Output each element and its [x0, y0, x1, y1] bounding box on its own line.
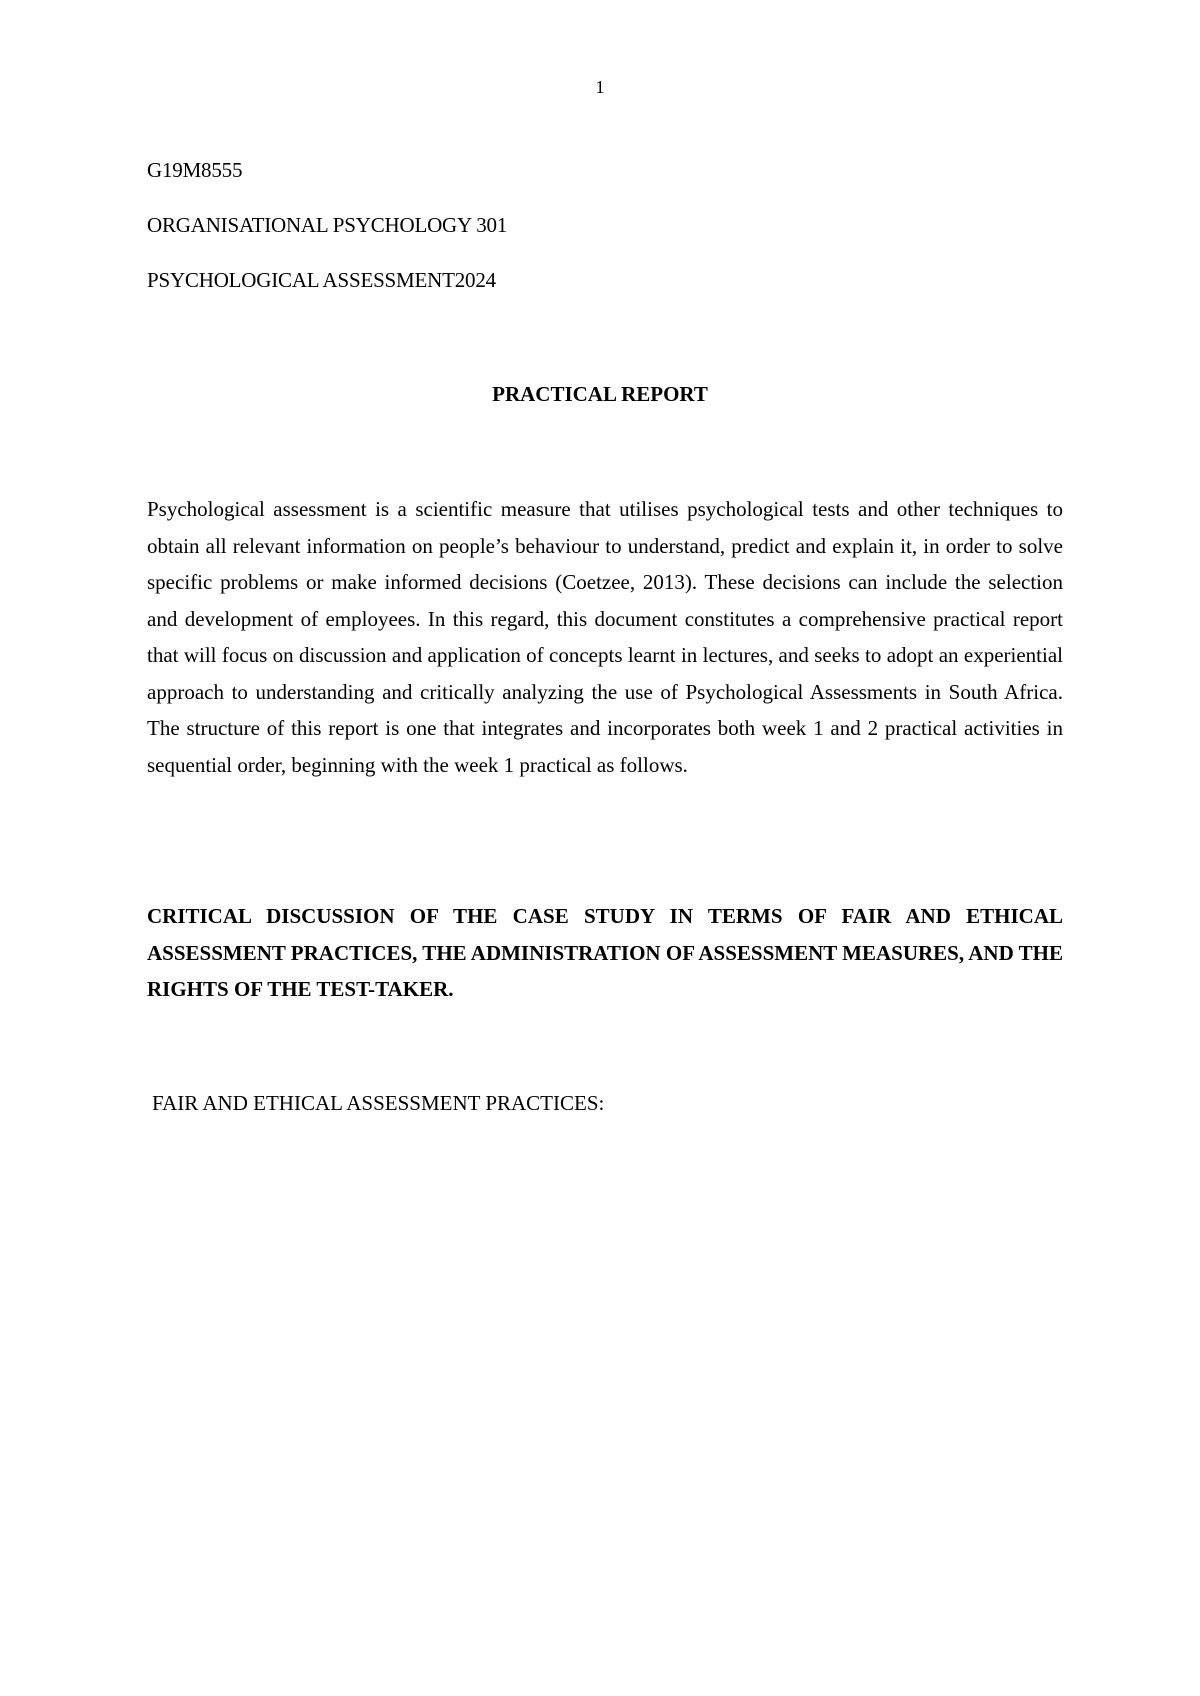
course-name: ORGANISATIONAL PSYCHOLOGY 301: [147, 213, 508, 237]
intro-paragraph: Psychological assessment is a scientific measure that utilises psychological tests and other techniques to obtain all relevant information on people’s behaviour to understand, predict and explain it, in order to solve specific problems or make informed decisions (Coetzee, 2013). These decisions can include the selection and development of employees. In this regard, this document constitutes a comprehensive practical report that will focus on discussion and application of concepts learnt in lectures, and seeks to adopt an experiential approach to understanding and critically analyzing the use of Psychological Assessments in South Africa. The structure of this report is one that integrates and incorporates both week 1 and 2 practical activities in sequential order, beginning with the week 1 practical as follows.: [147, 497, 1063, 777]
subheading: FAIR AND ETHICAL ASSESSMENT PRACTICES:: [152, 1091, 605, 1115]
page-number: 1: [595, 77, 605, 97]
section-heading: CRITICAL DISCUSSION OF THE CASE STUDY IN TERMS OF FAIR AND ETHICAL ASSESSMENT PRACTICES, THE ADMINISTRATION OF ASSESSMENT MEASURES, AND THE RIGHTS OF THE TEST-TAKER.: [147, 904, 1063, 1001]
student-id: G19M8555: [147, 158, 243, 182]
module-name: PSYCHOLOGICAL ASSESSMENT2024: [147, 268, 496, 292]
page-title: PRACTICAL REPORT: [492, 382, 708, 406]
